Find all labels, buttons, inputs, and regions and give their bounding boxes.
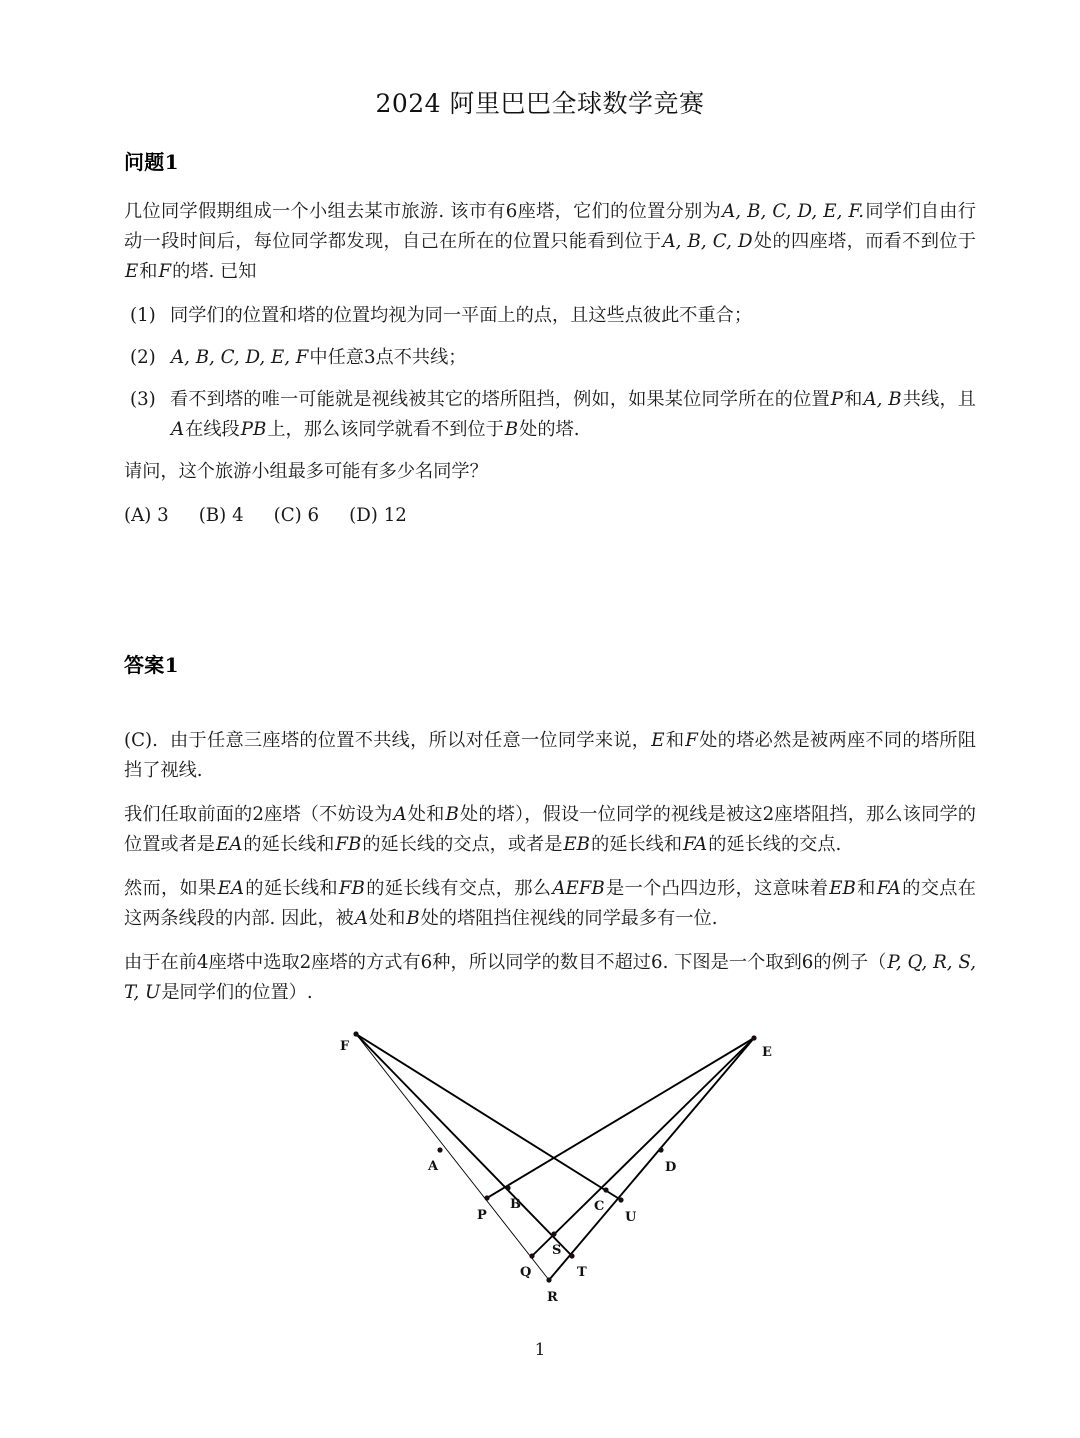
answer-p4-text-a: 由于在前4座塔中选取2座塔的方式有6种，所以同学的数目不超过6. 下图是一个取到6的例子（ — [124, 952, 887, 973]
answer-paragraph-4 — [124, 948, 976, 1008]
answer-p4-vars: P, Q, R, S, T, U — [124, 952, 976, 1003]
figure-point-f — [353, 1031, 358, 1036]
document-title: 2024 阿里巴巴全球数学竞赛 — [375, 89, 705, 118]
answer-p2-text-c: 处的塔），假设一位同学的视线是被这2座塔阻挡，那么该同学的位置或者是 — [124, 804, 976, 855]
condition-marker-3: (3) — [130, 389, 156, 410]
condition-vars-2: A, B, C, D, E, F — [171, 347, 309, 368]
problem-heading: 问题1 — [124, 150, 179, 174]
figure-point-c — [603, 1187, 608, 1192]
answer-p3-text-b: 的延长线和 — [244, 878, 338, 899]
answer-p3-var-ea: EA — [217, 878, 244, 899]
condition-var-b: B — [504, 419, 519, 440]
answer-p3-text-f: 的交点在这两条线段的内部. 因此，被 — [124, 878, 976, 929]
problem-intro-5: 的塔. 已知 — [172, 261, 257, 282]
problem-intro-4: 和 — [139, 261, 158, 282]
condition-var-ab: A, B — [863, 389, 902, 410]
answer-p2-var-fb: FB — [335, 834, 362, 855]
problem-var-e: E — [125, 261, 139, 282]
answer-choices — [124, 501, 976, 531]
choice-b-label: (B) — [198, 505, 227, 526]
figure-point-d — [658, 1147, 663, 1152]
condition-text-3c: 共线，且 — [902, 389, 976, 410]
condition-marker-2: (2) — [130, 347, 156, 368]
document-content — [124, 146, 976, 1312]
answer-p3-text-a: 然而，如果 — [124, 878, 217, 899]
answer-p2-text-f: 的延长线和 — [591, 834, 683, 855]
answer-p2-var-ea: EA — [215, 834, 243, 855]
choice-c-label: (C) — [273, 505, 302, 526]
figure-point-s — [551, 1231, 556, 1236]
condition-marker-1: (1) — [130, 305, 156, 326]
choice-c[interactable] — [274, 501, 319, 531]
answer-p3-var-fb: FB — [338, 878, 365, 899]
choice-c-value: 6 — [307, 505, 320, 526]
condition-text-3f: 处的塔. — [519, 419, 580, 440]
answer-p3-text-d: 是一个凸四边形，这意味着 — [605, 878, 829, 899]
problem-intro-1: 几位同学假期组成一个小组去某市旅游. 该市有6座塔，它们的位置分别为 — [124, 201, 722, 222]
geometry-figure — [124, 1022, 976, 1312]
answer-paragraph-3 — [124, 874, 976, 934]
problem-statement — [124, 197, 976, 287]
condition-text-3d: 在线段 — [185, 419, 240, 440]
answer-p3-var-fa: FA — [876, 878, 901, 899]
answer-p1-text-b: 由于任意三座塔的位置不共线，所以对任意一位同学来说， — [170, 730, 651, 751]
page-number: 1 — [534, 1340, 546, 1360]
answer-p3-text-g: 处和 — [368, 908, 406, 929]
answer-p3-var-eb: EB — [829, 878, 856, 899]
answer-p3-text-e: 和 — [856, 878, 876, 899]
choice-b[interactable] — [199, 501, 244, 531]
answer-choice-marker: (C). — [124, 730, 158, 751]
figure-point-p — [484, 1195, 489, 1200]
condition-item-2 — [124, 343, 976, 373]
figure-label-d: D — [665, 1160, 677, 1175]
choice-a[interactable] — [124, 501, 169, 531]
figure-segment-ft — [356, 1034, 572, 1256]
answer-paragraph-2 — [124, 800, 976, 860]
choice-d[interactable] — [349, 501, 407, 531]
condition-var-pb: PB — [240, 419, 267, 440]
answer-p2-text-a: 我们任取前面的2座塔（不妨设为 — [124, 804, 393, 825]
figure-point-t — [569, 1253, 574, 1258]
answer-p2-text-e: 的延长线的交点，或者是 — [362, 834, 563, 855]
answer-p3-var-a: A — [354, 908, 368, 929]
answer-p2-var-fa: FA — [683, 834, 708, 855]
figure-label-c: C — [594, 1199, 605, 1214]
answer-p1-text-c: 和 — [665, 730, 685, 751]
figure-segment-ep — [487, 1038, 754, 1198]
figure-label-b: B — [510, 1197, 521, 1212]
condition-text-3e: 上，那么该同学就看不到位于 — [267, 419, 504, 440]
choice-a-label: (A) — [124, 505, 152, 526]
condition-text-3b: 和 — [844, 389, 863, 410]
figure-label-t: T — [577, 1265, 587, 1280]
figure-segment-fu — [356, 1034, 621, 1200]
figure-label-q: Q — [520, 1265, 532, 1280]
problem-intro-3: 处的四座塔，而看不到位于 — [753, 231, 976, 252]
figure-point-a — [437, 1147, 442, 1152]
figure-segment-fr — [356, 1034, 549, 1280]
answer-p4-text-b: 是同学们的位置）. — [161, 982, 313, 1003]
answer-p2-var-b: B — [445, 804, 459, 825]
answer-p2-var-eb: EB — [563, 834, 591, 855]
answer-p2-text-g: 的延长线的交点. — [708, 834, 842, 855]
figure-label-p: P — [477, 1208, 487, 1223]
condition-text-3a: 看不到塔的唯一可能就是视线被其它的塔所阻挡，例如，如果某位同学所在的位置 — [170, 389, 830, 410]
choice-d-label: (D) — [349, 505, 378, 526]
problem-intro-2: 同学们自由行动一段时间后，每位同学都发现，自己在所在的位置只能看到位于 — [124, 201, 976, 252]
condition-var-p: P — [830, 389, 843, 410]
figure-label-a: A — [428, 1159, 439, 1174]
answer-heading: 答案1 — [124, 653, 179, 677]
problem-question: 请问，这个旅游小组最多可能有多少名同学？ — [124, 461, 488, 482]
figure-point-b — [505, 1185, 510, 1190]
answer-p2-text-d: 的延长线和 — [243, 834, 335, 855]
answer-p2-text-b: 处和 — [407, 804, 445, 825]
choice-b-value: 4 — [232, 505, 244, 526]
choice-a-value: 3 — [157, 505, 169, 526]
figure-point-r — [546, 1277, 551, 1282]
problem-var-f: F — [158, 261, 172, 282]
figure-point-u — [618, 1197, 623, 1202]
answer-p1-var-e: E — [651, 730, 665, 751]
answer-p3-var-aefb: AEFB — [552, 878, 605, 899]
figure-point-e — [751, 1035, 756, 1040]
condition-var-a: A — [171, 419, 185, 440]
answer-p2-var-a: A — [393, 804, 407, 825]
geometry-figure-svg — [124, 1022, 976, 1312]
figure-label-s: S — [552, 1243, 562, 1258]
condition-text-1: 同学们的位置和塔的位置均视为同一平面上的点，且这些点彼此不重合； — [170, 305, 753, 326]
answer-p3-text-h: 处的塔阻挡住视线的同学最多有一位. — [420, 908, 718, 929]
problem-tower-vars-2: A, B, C, D — [662, 231, 753, 252]
figure-label-e: E — [762, 1045, 772, 1060]
problem-tower-vars-1: A, B, C, D, E, F. — [722, 201, 865, 222]
figure-segment-eq — [532, 1038, 754, 1256]
figure-point-q — [529, 1253, 534, 1258]
answer-p1-text-d: 处的塔必然是被两座不同的塔所阻挡了视线. — [124, 730, 976, 781]
answer-p3-text-c: 的延长线有交点，那么 — [365, 878, 552, 899]
figure-label-u: U — [625, 1210, 637, 1225]
answer-p1-var-f: F — [685, 730, 698, 751]
condition-item-3 — [124, 385, 976, 445]
figure-segment-er — [549, 1038, 754, 1280]
figure-labels-group — [340, 1039, 772, 1305]
condition-text-2: 中任意3点不共线； — [309, 347, 467, 368]
answer-p3-var-b: B — [406, 908, 420, 929]
choice-d-value: 12 — [383, 505, 407, 526]
problem-conditions-list — [124, 301, 976, 445]
figure-label-f: F — [340, 1039, 350, 1054]
condition-item-1 — [124, 301, 976, 331]
answer-spacer — [124, 700, 976, 726]
figure-label-r: R — [547, 1290, 558, 1305]
answer-paragraph-1 — [124, 726, 976, 786]
section-spacer — [124, 531, 976, 649]
